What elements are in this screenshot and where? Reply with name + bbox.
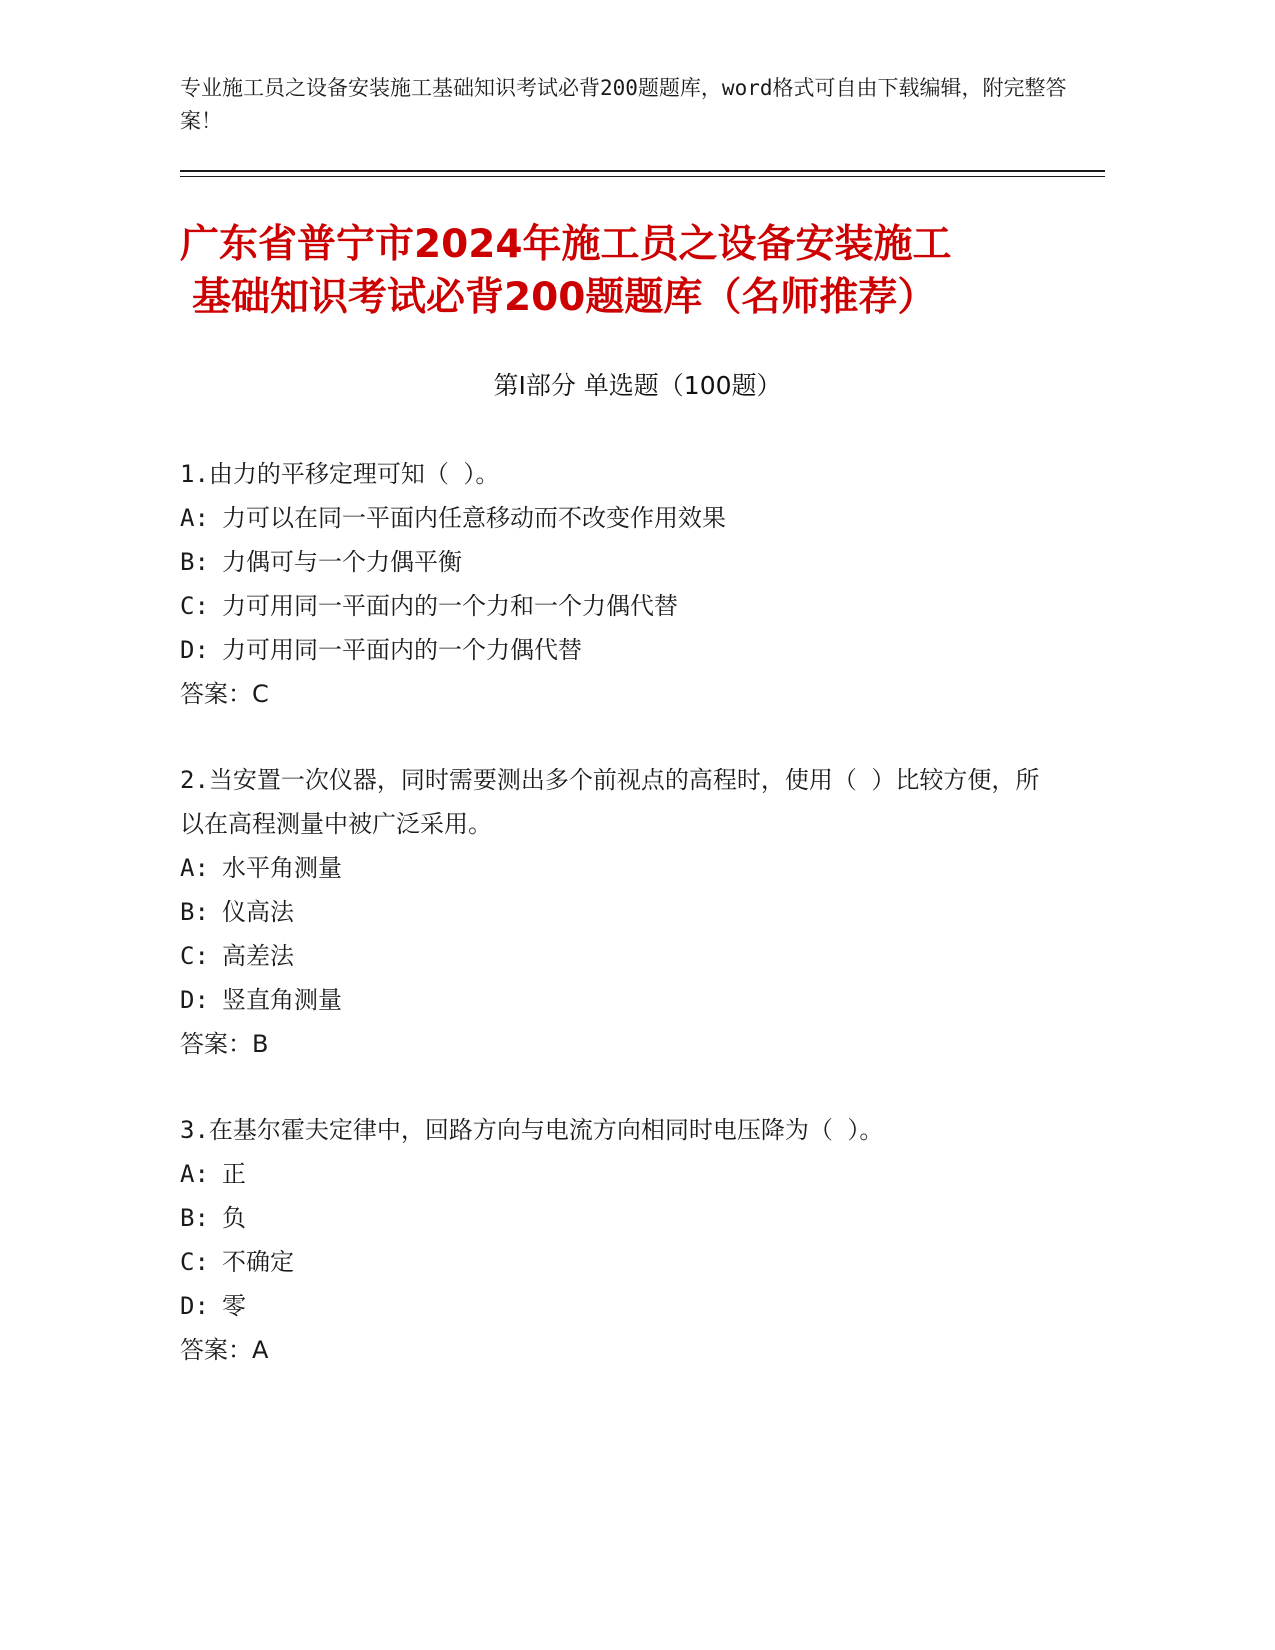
option-text: 力可以在同一平面内任意移动而不改变作用效果: [222, 504, 726, 532]
answer-line: 答案：B: [180, 1030, 269, 1058]
section-heading: 第Ⅰ部分 单选题（100题）: [493, 371, 782, 400]
option-d: [180, 628, 1040, 672]
option-letter: C:: [180, 942, 209, 970]
option-letter: D:: [180, 636, 209, 664]
document-title-line2: 基础知识考试必背200题题库（名师推荐）: [192, 275, 937, 320]
option-a: [180, 846, 1040, 890]
question-item: [180, 452, 1040, 716]
option-b: [180, 540, 1040, 584]
option-text: 负: [222, 1204, 246, 1232]
header-note: 专业施工员之设备安装施工基础知识考试必背200题题库，word格式可自由下载编辑，附完整答案！: [180, 76, 1067, 133]
option-letter: B:: [180, 1204, 209, 1232]
option-text: 正: [222, 1160, 246, 1188]
option-letter: D:: [180, 1292, 209, 1320]
option-text: 力偶可与一个力偶平衡: [222, 548, 462, 576]
question-stem: 1.由力的平移定理可知（ ）。: [180, 460, 500, 488]
option-letter: D:: [180, 986, 209, 1014]
option-letter: C:: [180, 592, 209, 620]
option-letter: A:: [180, 504, 209, 532]
option-letter: A:: [180, 1160, 209, 1188]
answer-line: 答案：C: [180, 680, 269, 708]
option-text: 水平角测量: [222, 854, 342, 882]
option-d: [180, 1284, 1040, 1328]
option-c: [180, 584, 1040, 628]
question-stem: 3.在基尔霍夫定律中，回路方向与电流方向相同时电压降为（ ）。: [180, 1116, 884, 1144]
option-text: 力可用同一平面内的一个力偶代替: [222, 636, 582, 664]
option-letter: B:: [180, 898, 209, 926]
option-text: 不确定: [222, 1248, 294, 1276]
option-letter: C:: [180, 1248, 209, 1276]
document-title: [180, 218, 1100, 324]
option-a: [180, 1152, 1040, 1196]
option-letter: A:: [180, 854, 209, 882]
question-stem: 2.当安置一次仪器，同时需要测出多个前视点的高程时，使用（ ）比较方便，所以在高程测量中被广泛采用。: [180, 766, 1040, 838]
option-b: [180, 890, 1040, 934]
option-text: 仪高法: [222, 898, 294, 926]
option-c: [180, 1240, 1040, 1284]
question-item: [180, 758, 1040, 1066]
question-item: [180, 1108, 1040, 1372]
option-a: [180, 496, 1040, 540]
option-d: [180, 978, 1040, 1022]
option-letter: B:: [180, 548, 209, 576]
option-b: [180, 1196, 1040, 1240]
header-divider-thin: [180, 176, 1105, 177]
answer-line: 答案：A: [180, 1336, 269, 1364]
header-divider-thick: [180, 170, 1105, 172]
document-title-line1: 广东省普宁市2024年施工员之设备安装施工: [180, 222, 952, 267]
option-text: 力可用同一平面内的一个力和一个力偶代替: [222, 592, 678, 620]
option-text: 高差法: [222, 942, 294, 970]
option-text: 竖直角测量: [222, 986, 342, 1014]
option-c: [180, 934, 1040, 978]
option-text: 零: [222, 1292, 246, 1320]
